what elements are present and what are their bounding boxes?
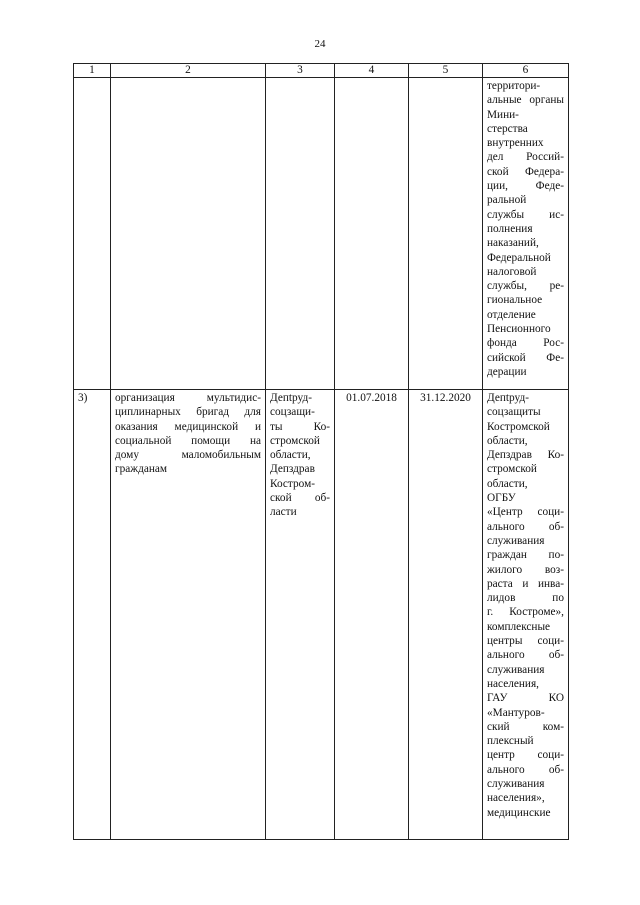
text-line: гиональное: [487, 294, 543, 307]
responsible-executors: [266, 390, 335, 840]
text-line: стерства: [487, 122, 528, 135]
text-line: ты Ко-: [270, 420, 330, 433]
text-line: ального об-: [487, 763, 564, 776]
text-line: фонда Рос-: [487, 337, 564, 350]
continuation-col5: [409, 78, 483, 390]
text-line: жилого воз-: [487, 563, 564, 576]
text-line: медицинские: [487, 806, 551, 819]
text-line: организация мультидис-: [115, 392, 261, 404]
text-line: Депtруд-: [487, 392, 529, 404]
column-number-3: 3: [266, 64, 335, 78]
text-line: «Центр соци-: [487, 506, 564, 519]
text-line: области,: [487, 477, 528, 490]
participants: [483, 390, 569, 840]
text-line: раста и инва-: [487, 577, 564, 590]
text-line: службы, ре-: [487, 280, 564, 293]
text-line: внутренних: [487, 137, 544, 150]
text-line: наказаний,: [487, 237, 539, 250]
text-line: ской об-: [270, 492, 330, 505]
column-number-6: 6: [483, 64, 569, 78]
text-line: Депздрав: [270, 463, 315, 476]
text-line: ОГБУ: [487, 492, 516, 505]
continuation-col3: [266, 78, 335, 390]
text-line: циплинарных бригад для: [115, 406, 261, 419]
text-line: Костромской: [487, 420, 550, 433]
text-line: Костром-: [270, 477, 315, 490]
text-line: служивания: [487, 663, 545, 676]
text-line: полнения: [487, 222, 533, 235]
column-number-4: 4: [335, 64, 409, 78]
text-line: Федеральной: [487, 251, 551, 264]
text-line: территори-: [487, 80, 541, 92]
row-number: 3): [74, 390, 111, 840]
text-line: службы ис-: [487, 208, 564, 221]
event-name: [111, 390, 266, 840]
text-line: области,: [270, 449, 311, 462]
text-line: ральной: [487, 194, 527, 207]
text-line: соцзащиты: [487, 406, 541, 419]
text-line: Мини-: [487, 108, 519, 121]
text-line: населения,: [487, 677, 539, 690]
continuation-col2: [111, 78, 266, 390]
text-line: ГАУ КО: [487, 692, 564, 705]
table-row-3: [74, 390, 569, 840]
text-line: плексный: [487, 735, 534, 748]
text-line: г. Костроме»,: [487, 606, 564, 619]
text-line: дому маломобильным: [115, 449, 261, 462]
text-line: Депздрав Ко-: [487, 449, 564, 462]
text-line: Депtруд-: [270, 392, 312, 404]
page-number: 24: [314, 38, 326, 50]
column-number-row: [74, 64, 569, 78]
continuation-row: [74, 78, 569, 390]
text-line: соцзащи-: [270, 406, 315, 419]
text-line: налоговой: [487, 265, 537, 278]
text-line: альные органы: [487, 94, 564, 107]
text-line: сийской Фе-: [487, 351, 564, 364]
text-line: дел Россий-: [487, 151, 564, 164]
text-line: стромской: [487, 463, 537, 476]
text-line: Пенсионного: [487, 323, 551, 336]
column-number-5: 5: [409, 64, 483, 78]
text-line: служивания: [487, 778, 545, 791]
continuation-participants: [483, 78, 569, 390]
text-line: гражданам: [115, 463, 168, 476]
text-line: дерации: [487, 365, 527, 378]
start-date: 01.07.2018: [335, 390, 409, 840]
continuation-col1: [74, 78, 111, 390]
text-line: ской Федера-: [487, 165, 564, 178]
text-line: комплексные: [487, 620, 551, 633]
text-line: оказания медицинской и: [115, 420, 261, 433]
text-line: «Мантуров-: [487, 706, 545, 719]
text-line: ции, Феде-: [487, 180, 564, 193]
text-line: населения»,: [487, 792, 545, 805]
text-line: граждан по-: [487, 549, 564, 562]
text-line: отделение: [487, 308, 536, 321]
text-line: социальной помощи на: [115, 434, 261, 447]
text-line: ального об-: [487, 649, 564, 662]
column-number-1: 1: [74, 64, 111, 78]
text-line: стромской: [270, 434, 320, 447]
continuation-col4: [335, 78, 409, 390]
text-line: центры соци-: [487, 635, 564, 648]
column-number-2: 2: [111, 64, 266, 78]
text-line: центр соци-: [487, 749, 564, 762]
end-date: 31.12.2020: [409, 390, 483, 840]
text-line: ский ком-: [487, 720, 564, 733]
plan-table: [73, 63, 569, 840]
text-line: ласти: [270, 506, 297, 519]
text-line: служивания: [487, 534, 545, 547]
text-line: лидов по: [487, 592, 564, 605]
text-line: ального об-: [487, 520, 564, 533]
text-line: области,: [487, 434, 528, 447]
